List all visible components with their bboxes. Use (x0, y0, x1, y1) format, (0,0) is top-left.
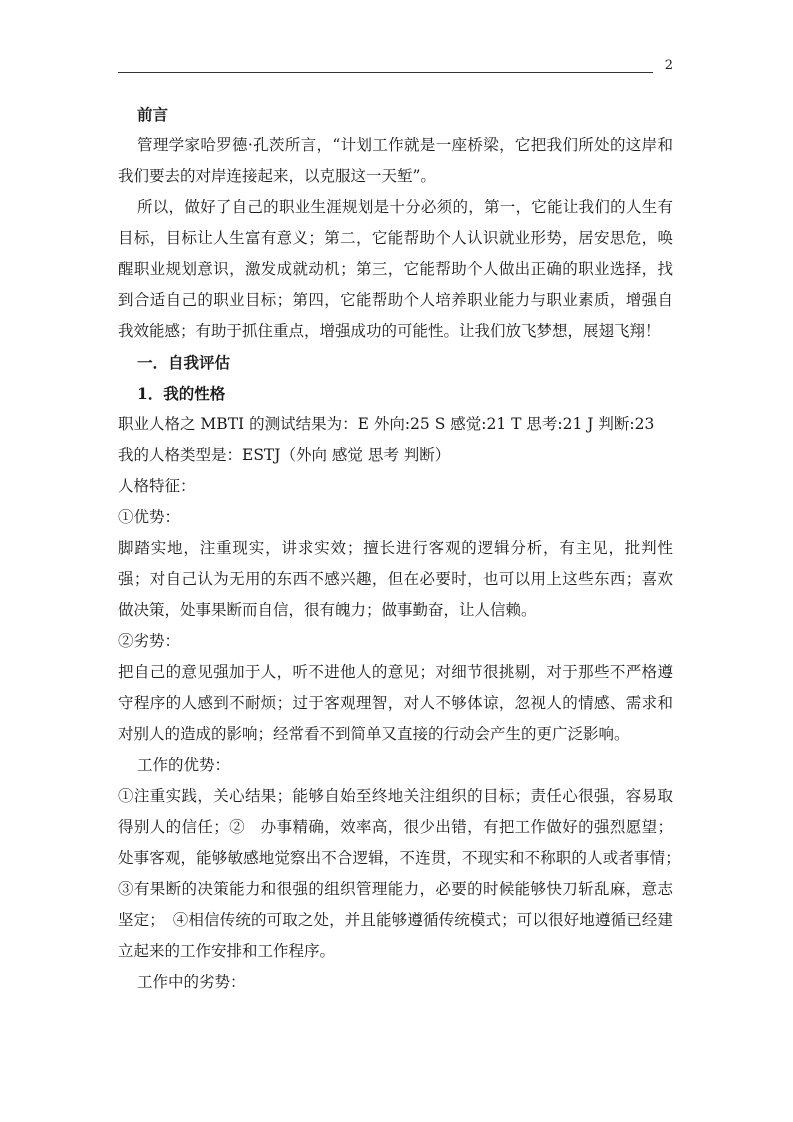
document-body (118, 99, 689, 998)
work-strengths-label: 工作的优势： (137, 756, 231, 774)
preface-title: 前言 (137, 105, 169, 124)
header-rule (118, 72, 653, 73)
subsection-title-personality: 1．我的性格 (137, 384, 226, 403)
section-title-self-assessment: 一．自我评估 (137, 353, 231, 372)
work-weaknesses-label: 工作中的劣势： (137, 973, 246, 991)
strengths-text: 脚踏实地，注重现实，讲求实效；擅长进行客观的逻辑分析，有主见，批判性强；对自己认为无用的东西不感兴趣，但在必要时，也可以用上这些东西；喜欢做决策，处事果断而自信，很有魄力；做事勤奋，让人信赖。 (118, 539, 673, 619)
weaknesses-label: ②劣势： (118, 632, 181, 650)
weaknesses-text: 把自己的意见强加于人，听不进他人的意见；对细节很挑剔，对于那些不严格遵守程序的人感到不耐烦；过于客观理智，对人不够体谅，忽视人的情感、需求和对别人的造成的影响；经常看不到简单又直接的行动会产生的更广泛影响。 (118, 663, 673, 743)
personality-type: 我的人格类型是：ESTJ（外向 感觉 思考 判断） (118, 446, 451, 464)
mbti-result: 职业人格之 MBTI 的测试结果为：E 外向:25 S 感觉:21 T 思考:21 J 判断:23 (118, 415, 655, 433)
traits-label: 人格特征： (118, 477, 196, 495)
page-number: 2 (664, 58, 673, 73)
work-strengths-text: ①注重实践，关心结果；能够自始至终地关注组织的目标；责任心很强，容易取得别人的信任；② 办事精确，效率高，很少出错，有把工作做好的强烈愿望；处事客观，能够敏感地觉察出不合逻辑，不连贯，不现实和不称职的人或者事情； ③有果断的决策能力和很强的组织管理能力，必要的时候能够快刀斩乱麻，意志坚定； ④相信传统的可取之处，并且能够遵循传统模式；可以很好地遵循已经建立起来的工作安排和工作程序。 (118, 787, 689, 960)
preface-paragraph-1: 管理学家哈罗德·孔茨所言，“计划工作就是一座桥梁，它把我们所处的这岸和我们要去的对岸连接起来，以克服这一天堑”。 (118, 136, 673, 185)
strengths-label: ①优势： (118, 508, 181, 526)
preface-paragraph-2: 所以，做好了自己的职业生涯规划是十分必须的，第一，它能让我们的人生有目标，目标让人生富有意义；第二，它能帮助个人认识就业形势，居安思危，唤醒职业规划意识，激发成就动机；第三，它能帮助个人做出正确的职业选择，找到合适自己的职业目标；第四，它能帮助个人培养职业能力与职业素质，增强自我效能感；有助于抓住重点，增强成功的可能性。让我们放飞梦想，展翅飞翔！ (118, 198, 673, 340)
